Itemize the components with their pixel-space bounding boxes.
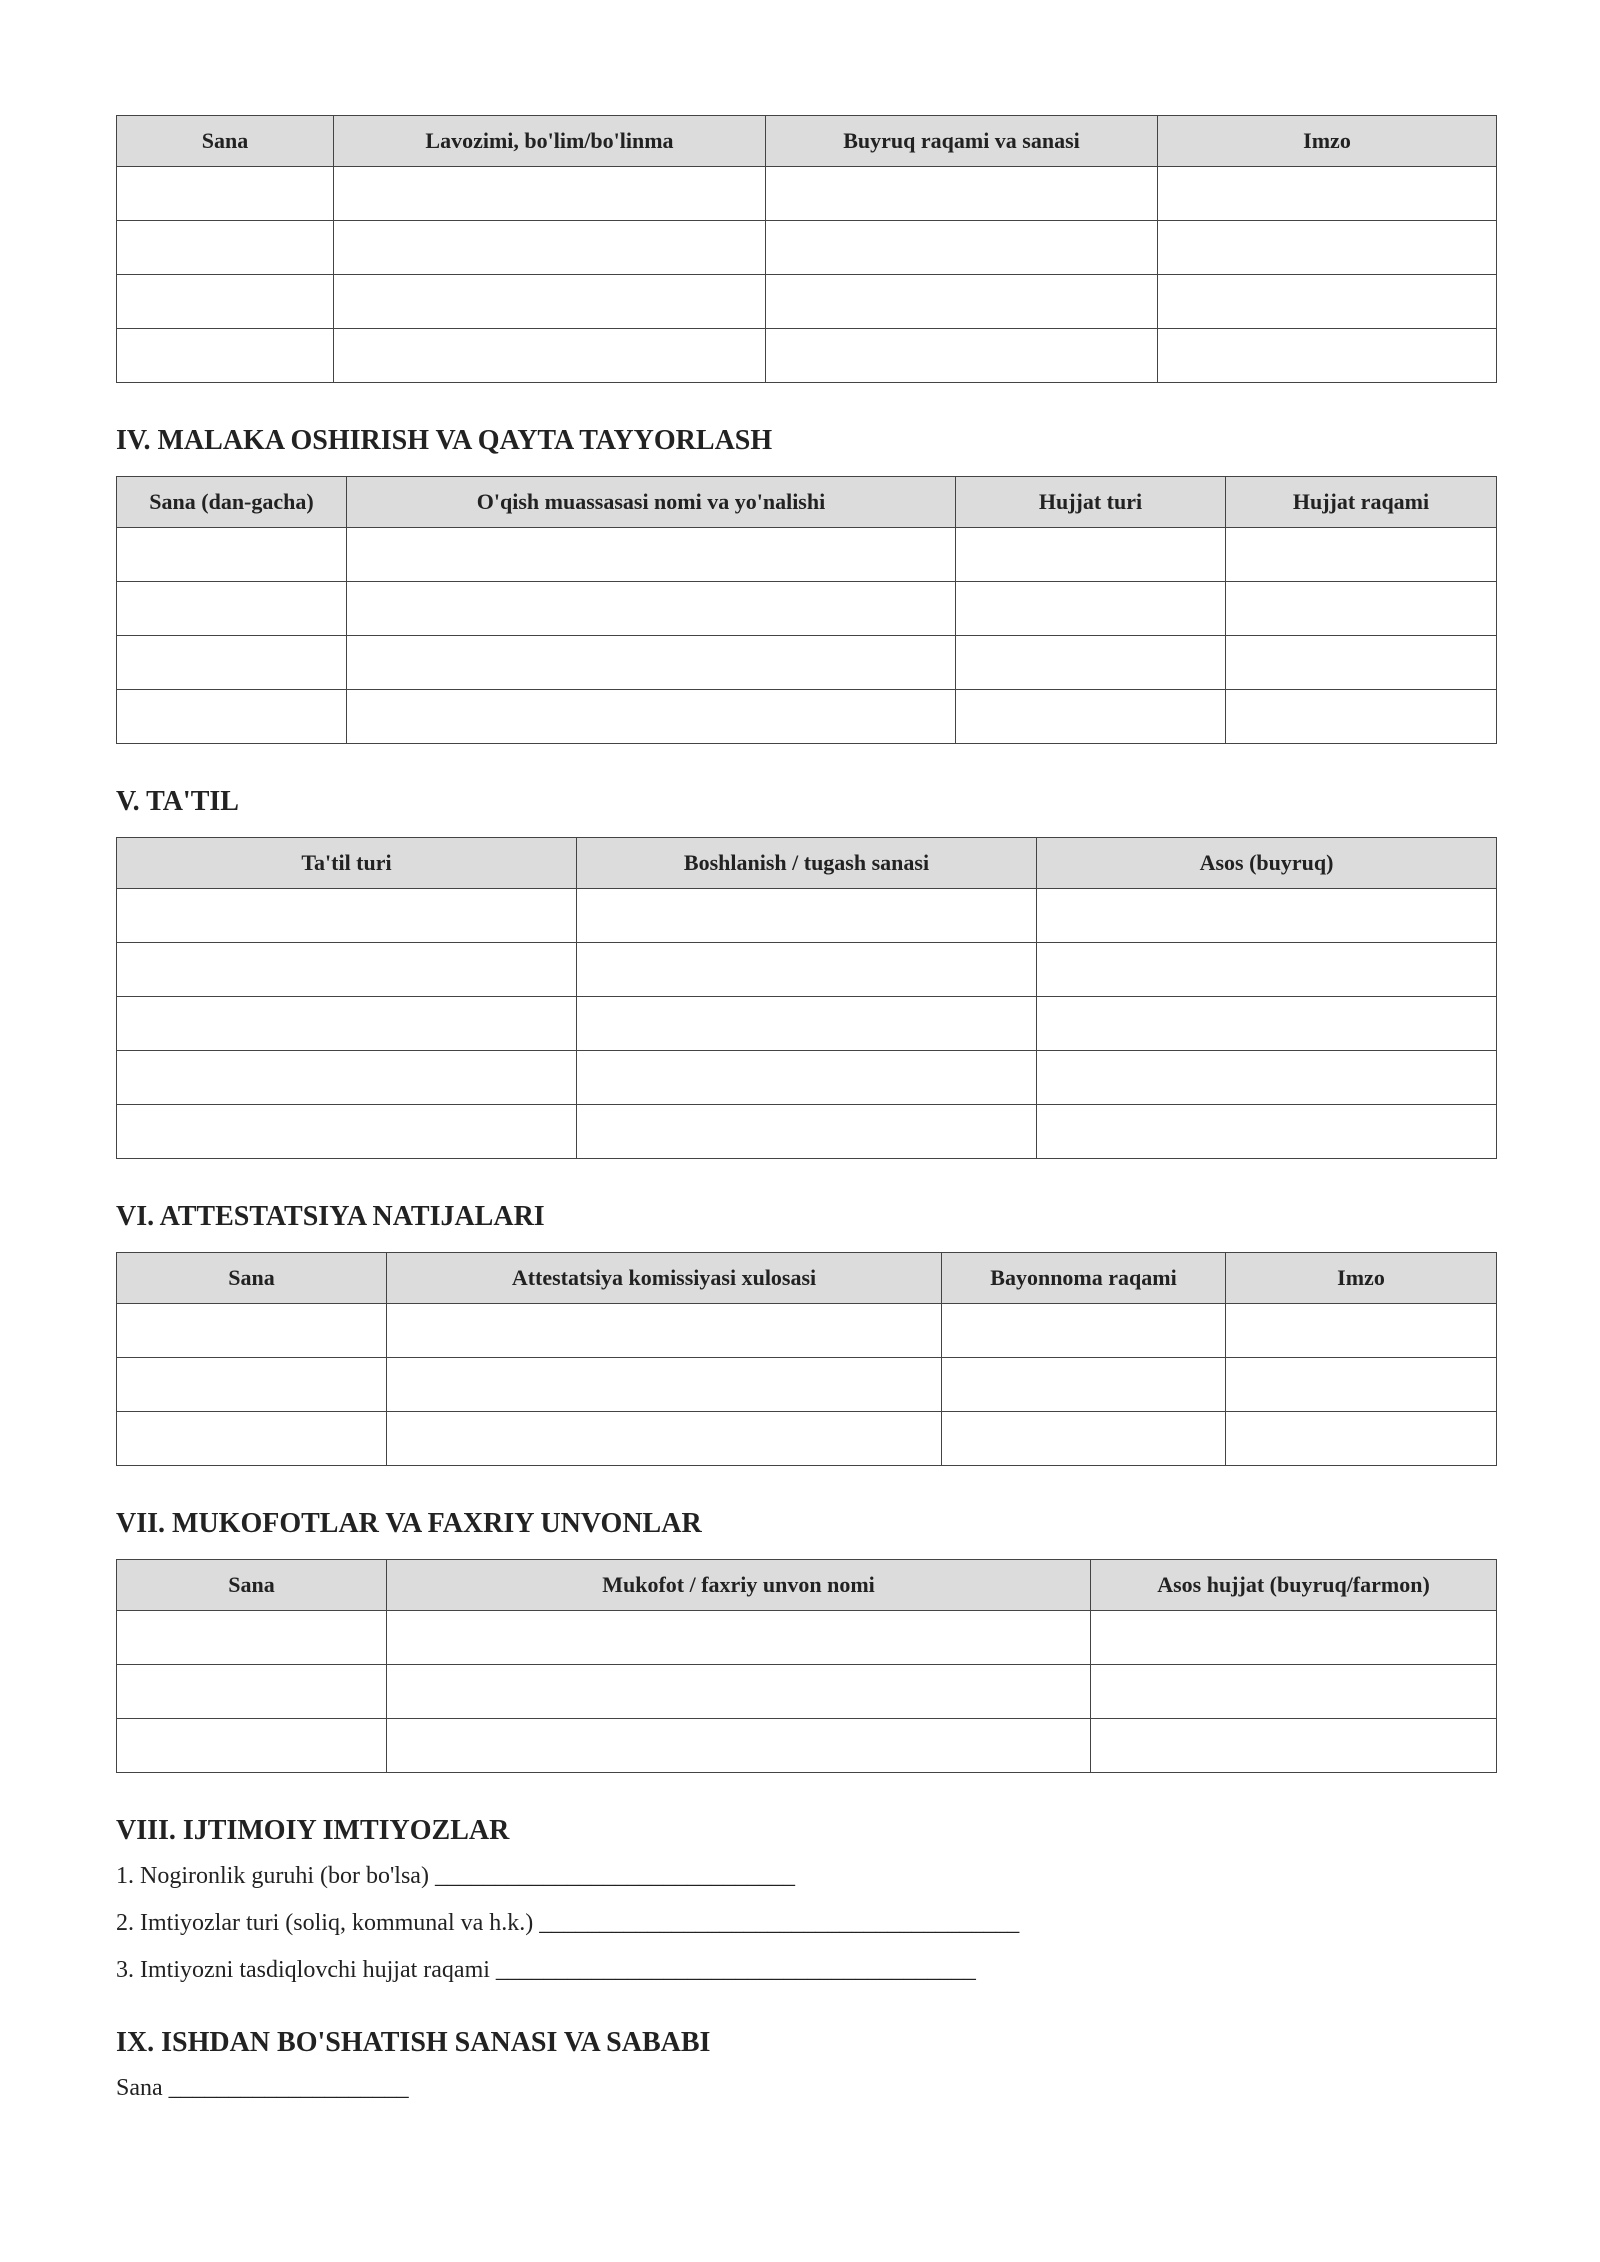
table-cell[interactable] — [117, 1665, 387, 1719]
table-cell[interactable] — [387, 1611, 1091, 1665]
table-row — [117, 582, 1497, 636]
table-header-row — [117, 1253, 1497, 1304]
column-header: Boshlanish / tugash sanasi — [577, 838, 1037, 889]
table-cell[interactable] — [942, 1412, 1226, 1466]
table-row — [117, 275, 1497, 329]
table-cell[interactable] — [577, 889, 1037, 943]
attestation-table — [116, 1252, 1497, 1466]
table-cell[interactable] — [942, 1304, 1226, 1358]
table-row — [117, 1665, 1497, 1719]
table-cell[interactable] — [387, 1719, 1091, 1773]
column-header: Sana — [117, 1560, 387, 1611]
column-header: Imzo — [1226, 1253, 1497, 1304]
column-header: Imzo — [1158, 116, 1497, 167]
table-row — [117, 943, 1497, 997]
table-row — [117, 636, 1497, 690]
table-cell[interactable] — [1226, 1358, 1497, 1412]
table-cell[interactable] — [577, 997, 1037, 1051]
table-cell[interactable] — [956, 690, 1226, 744]
column-header: Sana — [117, 116, 334, 167]
table-cell[interactable] — [1037, 997, 1497, 1051]
table-cell[interactable] — [117, 221, 334, 275]
table-header-row — [117, 838, 1497, 889]
table-row — [117, 1611, 1497, 1665]
table-row — [117, 167, 1497, 221]
column-header: Attestatsiya komissiyasi xulosasi — [387, 1253, 942, 1304]
career-table — [116, 115, 1497, 383]
table-cell[interactable] — [117, 1051, 577, 1105]
table-cell[interactable] — [117, 1105, 577, 1159]
table-cell[interactable] — [117, 997, 577, 1051]
table-row — [117, 221, 1497, 275]
table-cell[interactable] — [334, 221, 766, 275]
table-header-row — [117, 1560, 1497, 1611]
section-title-attestation: VI. ATTESTATSIYA NATIJALARI — [116, 1201, 545, 1232]
table-cell[interactable] — [117, 943, 577, 997]
training-table — [116, 476, 1497, 744]
table-cell[interactable] — [1226, 582, 1497, 636]
table-header-row — [117, 116, 1497, 167]
table-cell[interactable] — [1037, 889, 1497, 943]
section-title-social-benefits: VIII. IJTIMOIY IMTIYOZLAR — [116, 1815, 510, 1846]
awards-table — [116, 1559, 1497, 1773]
table-cell[interactable] — [334, 275, 766, 329]
section-title-awards: VII. MUKOFOTLAR VA FAXRIY UNVONLAR — [116, 1508, 702, 1539]
table-cell[interactable] — [117, 1358, 387, 1412]
table-cell[interactable] — [1158, 167, 1497, 221]
vacation-table — [116, 837, 1497, 1159]
column-header: Asos (buyruq) — [1037, 838, 1497, 889]
table-row — [117, 528, 1497, 582]
table-cell[interactable] — [1226, 1412, 1497, 1466]
table-cell[interactable] — [1226, 528, 1497, 582]
column-header: Bayonnoma raqami — [942, 1253, 1226, 1304]
table-cell[interactable] — [766, 275, 1158, 329]
table-row — [117, 997, 1497, 1051]
table-row — [117, 1412, 1497, 1466]
table-cell[interactable] — [1037, 1051, 1497, 1105]
table-cell[interactable] — [117, 1719, 387, 1773]
table-cell[interactable] — [117, 329, 334, 383]
benefit-document-line[interactable]: 3. Imtiyozni tasdiqlovchi hujjat raqami ________________________________________ — [116, 1957, 976, 1983]
table-row — [117, 1304, 1497, 1358]
table-cell[interactable] — [1091, 1719, 1497, 1773]
table-cell[interactable] — [387, 1412, 942, 1466]
column-header: Asos hujjat (buyruq/farmon) — [1091, 1560, 1497, 1611]
table-cell[interactable] — [1037, 943, 1497, 997]
table-cell[interactable] — [387, 1665, 1091, 1719]
benefit-type-line[interactable]: 2. Imtiyozlar turi (soliq, kommunal va h.k.) ________________________________________ — [116, 1910, 1020, 1936]
column-header: Lavozimi, bo'lim/bo'linma — [334, 116, 766, 167]
column-header: Sana — [117, 1253, 387, 1304]
table-cell[interactable] — [347, 582, 956, 636]
table-cell[interactable] — [577, 1051, 1037, 1105]
column-header: Hujjat raqami — [1226, 477, 1497, 528]
table-cell[interactable] — [766, 167, 1158, 221]
column-header: Ta'til turi — [117, 838, 577, 889]
table-row — [117, 1719, 1497, 1773]
table-cell[interactable] — [334, 329, 766, 383]
table-row — [117, 1358, 1497, 1412]
table-cell[interactable] — [347, 636, 956, 690]
table-cell[interactable] — [347, 528, 956, 582]
column-header: Mukofot / faxriy unvon nomi — [387, 1560, 1091, 1611]
table-cell[interactable] — [117, 167, 334, 221]
table-row — [117, 329, 1497, 383]
table-cell[interactable] — [956, 582, 1226, 636]
table-cell[interactable] — [117, 582, 347, 636]
table-cell[interactable] — [117, 528, 347, 582]
table-header-row — [117, 477, 1497, 528]
table-cell[interactable] — [117, 690, 347, 744]
table-cell[interactable] — [577, 943, 1037, 997]
document-page — [116, 115, 1496, 2103]
table-row — [117, 1105, 1497, 1159]
dismissal-date-line[interactable]: Sana ____________________ — [116, 2075, 409, 2101]
table-cell[interactable] — [1091, 1665, 1497, 1719]
table-cell[interactable] — [117, 1412, 387, 1466]
table-cell[interactable] — [117, 1304, 387, 1358]
table-cell[interactable] — [1226, 690, 1497, 744]
table-cell[interactable] — [117, 636, 347, 690]
table-cell[interactable] — [347, 690, 956, 744]
section-title-dismissal: IX. ISHDAN BO'SHATISH SANASI VA SABABI — [116, 2027, 711, 2058]
table-cell[interactable] — [1158, 329, 1497, 383]
table-cell[interactable] — [577, 1105, 1037, 1159]
section-title-vacation: V. TA'TIL — [116, 786, 239, 817]
column-header: O'qish muassasasi nomi va yo'nalishi — [347, 477, 956, 528]
table-cell[interactable] — [766, 221, 1158, 275]
table-cell[interactable] — [1037, 1105, 1497, 1159]
table-cell[interactable] — [117, 1611, 387, 1665]
table-cell[interactable] — [956, 636, 1226, 690]
table-cell[interactable] — [334, 167, 766, 221]
table-cell[interactable] — [1226, 636, 1497, 690]
table-cell[interactable] — [1091, 1611, 1497, 1665]
table-cell[interactable] — [117, 889, 577, 943]
table-row — [117, 889, 1497, 943]
table-cell[interactable] — [766, 329, 1158, 383]
table-cell[interactable] — [1226, 1304, 1497, 1358]
column-header: Hujjat turi — [956, 477, 1226, 528]
column-header: Buyruq raqami va sanasi — [766, 116, 1158, 167]
table-cell[interactable] — [117, 275, 334, 329]
table-cell[interactable] — [942, 1358, 1226, 1412]
section-title-training: IV. MALAKA OSHIRISH VA QAYTA TAYYORLASH — [116, 425, 773, 456]
table-row — [117, 1051, 1497, 1105]
table-cell[interactable] — [387, 1304, 942, 1358]
table-cell[interactable] — [1158, 221, 1497, 275]
column-header: Sana (dan-gacha) — [117, 477, 347, 528]
table-row — [117, 690, 1497, 744]
disability-group-line[interactable]: 1. Nogironlik guruhi (bor bo'lsa) ______________________________ — [116, 1863, 795, 1889]
table-cell[interactable] — [956, 528, 1226, 582]
table-cell[interactable] — [387, 1358, 942, 1412]
table-cell[interactable] — [1158, 275, 1497, 329]
